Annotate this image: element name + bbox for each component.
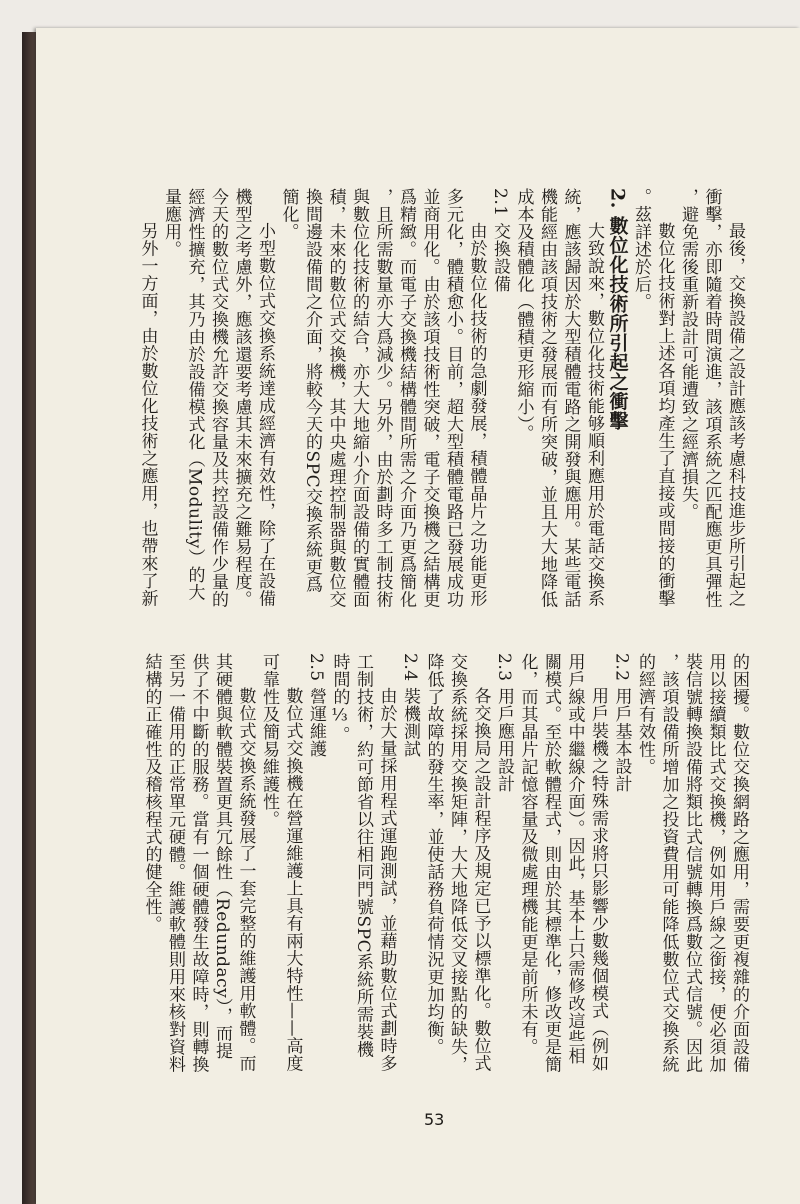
top-normal-line: 積，未來的數位式交換機，其中央處理控制器與數位交 bbox=[325, 188, 346, 608]
top-subsec-line: 2.1 交換設備 bbox=[490, 188, 510, 293]
bottom-normal-line: 用戶線或中繼線介面）。因此，基本上只需修改這些相 bbox=[564, 653, 585, 1065]
top-normal-line: 。茲詳述於后。 bbox=[631, 188, 651, 311]
top-normal-line: 換間邊設備間之介面，將較今天的SPC交換系統更爲 bbox=[302, 188, 322, 594]
top-normal-line: ，且所需數量亦大爲減少。另外，由於劃時多工制技術 bbox=[372, 188, 393, 608]
top-indent-line: 大致說來，數位化技術能够順利應用於電話交換系 bbox=[584, 222, 604, 607]
bottom-normal-line: 關模式。至於軟體程式，則由於其標準化，修改更是簡 bbox=[541, 653, 561, 1073]
bottom-normal-line: 的困擾。數位交換網路之應用，需要更複雜的介面設備 bbox=[729, 653, 749, 1073]
bottom-normal-line: 結構的正確性及稽核程式的健全性。 bbox=[141, 653, 162, 933]
top-indent-line: 另外一方面，由於數位化技術之應用，也帶來了新 bbox=[137, 222, 158, 607]
bottom-normal-line: 供了不中斷的服務。當有一個硬體發生故障時，則轉換 bbox=[188, 653, 209, 1073]
bottom-normal-line: ，該項設備所增加之投資費用可能降低數位式交換系統 bbox=[658, 653, 679, 1073]
top-indent-line: 由於數位化技術的急劇發展，積體晶片之功能更形 bbox=[466, 222, 487, 607]
bottom-subsec-line: 2.2 用戶基本設計 bbox=[611, 653, 632, 793]
top-indent-line: 小型數位式交換系統達成經濟有效性，除了在設備 bbox=[255, 222, 275, 607]
bottom-indent-line: 各交換局之設計程序及規定已予以標準化。數位式 bbox=[470, 687, 491, 1072]
top-normal-line: 多元化，體積愈小。目前，超大型積體電路已發展成功 bbox=[443, 188, 463, 608]
bottom-indent-line: 由於大量採用程式運跑測試，並藉助數位式劃時多 bbox=[376, 687, 397, 1072]
bottom-indent-line: 數位式交換系統發展了一套完整的維護用軟體。而 bbox=[235, 687, 256, 1072]
bottom-normal-line: 降低了故障的發生率，並使話務負荷情況更加均衡。 bbox=[423, 653, 444, 1056]
bottom-normal-line: 化，而其晶片記憶容量及微處理機能更是前所未有。 bbox=[517, 653, 538, 1056]
bottom-normal-line: 的經濟有效性。 bbox=[635, 653, 655, 776]
top-normal-line: 量應用。 bbox=[161, 188, 181, 258]
bottom-indent-line: 用戶裝機之特殊需求將只影響少數幾個模式（例如 bbox=[588, 687, 608, 1072]
top-normal-line: ，避免需後重新設計可能遭致之經濟損失。 bbox=[678, 188, 698, 521]
top-normal-line: 與數位化技術的結合，亦大大地縮小介面設備的實體面 bbox=[349, 188, 369, 608]
top-indent-line: 數位化技術對上述各項均產生了直接或間接的衝擊 bbox=[654, 222, 675, 607]
book-page bbox=[36, 28, 800, 1204]
bottom-normal-line: 工制技術，約可節省以往相同門號SPC系統所需裝機 bbox=[353, 653, 373, 1059]
top-text-block bbox=[135, 188, 746, 648]
top-normal-line: 機型之考慮外，應該還要考慮其未來擴充之難易程度。 bbox=[231, 188, 252, 608]
bottom-normal-line: 用以接續類比式交換機，例如用戶線之銜接，便必須加 bbox=[705, 653, 726, 1073]
top-normal-line: 機能經由該項技術之發展而有所突破，並且大大地降低 bbox=[537, 188, 557, 608]
bottom-indent-line: 數位式交換機在營運維護上具有兩大特性——高度 bbox=[282, 687, 303, 1072]
top-normal-line: 簡化。 bbox=[278, 188, 299, 241]
bottom-normal-line: 至另一備用的正常單元硬體。維護軟體則用來核對資料 bbox=[165, 653, 185, 1073]
bottom-normal-line: 可靠性及簡易維護性。 bbox=[259, 653, 279, 828]
bottom-text-block bbox=[139, 653, 750, 1093]
top-heading-line: 2. 數位化技術所引起之衝擊 bbox=[606, 188, 629, 431]
bottom-subsec-line: 2.3 用戶應用設計 bbox=[494, 653, 514, 793]
bottom-subsec-line: 2.4 裝機測試 bbox=[400, 653, 420, 758]
bottom-normal-line: 裝信號轉換設備將類比式信號轉換爲數位式信號。因此 bbox=[682, 653, 702, 1073]
top-normal-line: 經濟性擴充，其乃由於設備模式化（Modulity）的大 bbox=[184, 188, 205, 602]
top-normal-line: 並商用化。由於該項技術性突破，電子交換機之結構更 bbox=[419, 188, 440, 608]
top-normal-line: 今天的數位式交換機允許交換容量及共控設備作少量的 bbox=[208, 188, 228, 608]
bottom-subsec-line: 2.5 營運維護 bbox=[306, 653, 326, 758]
bottom-normal-line: 其硬體與軟體裝置更具冗餘性（Redundacy），而提 bbox=[212, 653, 232, 1060]
top-indent-line: 最後，交換設備之設計應該考慮科技進步所引起之 bbox=[725, 222, 745, 607]
top-normal-line: 統，應該歸因於大型積體電路之開發與應用。某些電話 bbox=[560, 188, 581, 608]
top-normal-line: 衝擊，亦即隨着時間演進，該項系統之匹配應更具彈性 bbox=[701, 188, 722, 608]
bottom-normal-line: 時間的⅓。 bbox=[329, 653, 350, 744]
top-normal-line: 成本及積體化（體積更形縮小）。 bbox=[513, 188, 534, 442]
bottom-normal-line: 交換系統採用交換矩陣，大大地降低交叉接點的缺失， bbox=[447, 653, 467, 1073]
page-number: 53 bbox=[424, 1110, 445, 1129]
top-normal-line: 爲精緻。而電子交換機結構體間所需之介面乃更爲簡化 bbox=[396, 188, 416, 608]
